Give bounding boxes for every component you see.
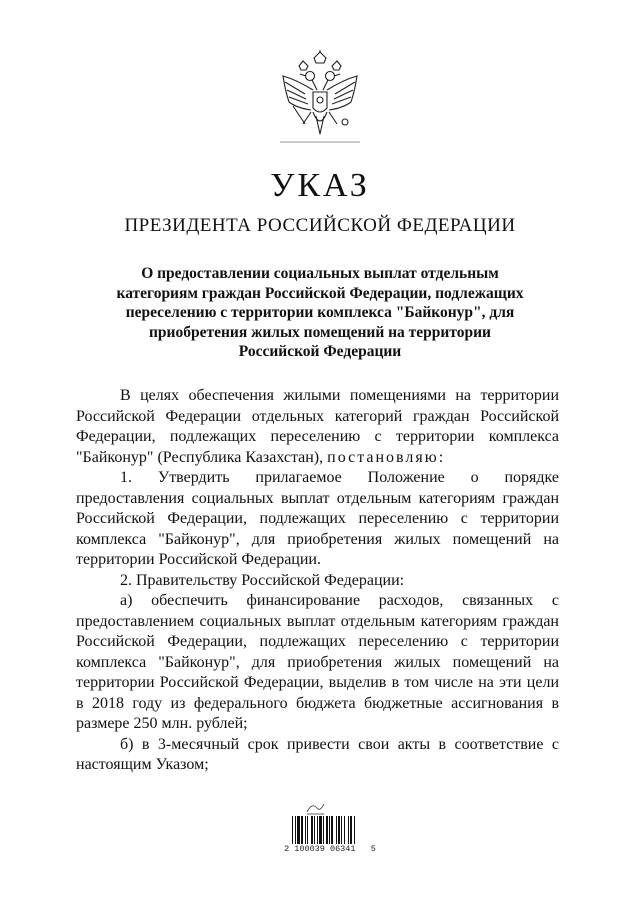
heading-line: переселению с территории комплекса "Байконур", для [125,304,515,321]
item-2a-paragraph: а) обеспечить финансирование расходов, связанных с предоставлением социальных выплат отдельным категориям граждан Российской Федерации, подлежащих переселению с территории комплекса "Байконур", для приобретения жилых помещений на территории Российской Федерации, выделив в том числе на эти цели в 2018 году из федерального бюджета бюджетные ассигнования в размере 250 млн. рублей; [76,592,559,732]
decree-body [76,386,559,776]
preamble-text: В целях обеспечения жилыми помещениями на территории Российской Федерации отдельных категорий граждан Российской Федерации, подлежащих переселению с территории комплекса "Байконур" (Республика Казахстан), [76,387,559,466]
decree-word: постановляю: [327,448,446,466]
item-2-paragraph: 2. Правительству Российской Федерации: [120,571,405,589]
heading-line: приобретения жилых помещений на территории [148,323,491,341]
heading-line: О предоставлении социальных выплат отдельным [141,265,499,282]
page-footer [280,800,380,860]
item-1-paragraph: 1. Утвердить прилагаемое Положение о порядке предоставления социальных выплат отдельным категориям граждан Российской Федерации, подлежащих переселению с территории комплекса "Байконур", для приобретения жилых помещений на территории Российской Федерации. [76,469,559,568]
document-title: УКАЗ [270,167,370,204]
decree-heading [90,264,550,362]
document-subtitle: ПРЕЗИДЕНТА РОССИЙСКОЙ ФЕДЕРАЦИИ [124,215,516,236]
heading-line: Российской Федерации [238,343,402,360]
preamble-paragraph [76,386,559,468]
coat-of-arms-icon [275,50,365,150]
item-2b-paragraph: б) в 3-месячный срок привести свои акты в соответствие с настоящим Указом; [76,735,559,773]
printer-logo-icon [304,800,326,816]
barcode-number: 2 100039 06341 5 [284,844,376,854]
barcode-icon [292,816,368,844]
heading-line: категориям граждан Российской Федерации, подлежащих [116,284,524,302]
